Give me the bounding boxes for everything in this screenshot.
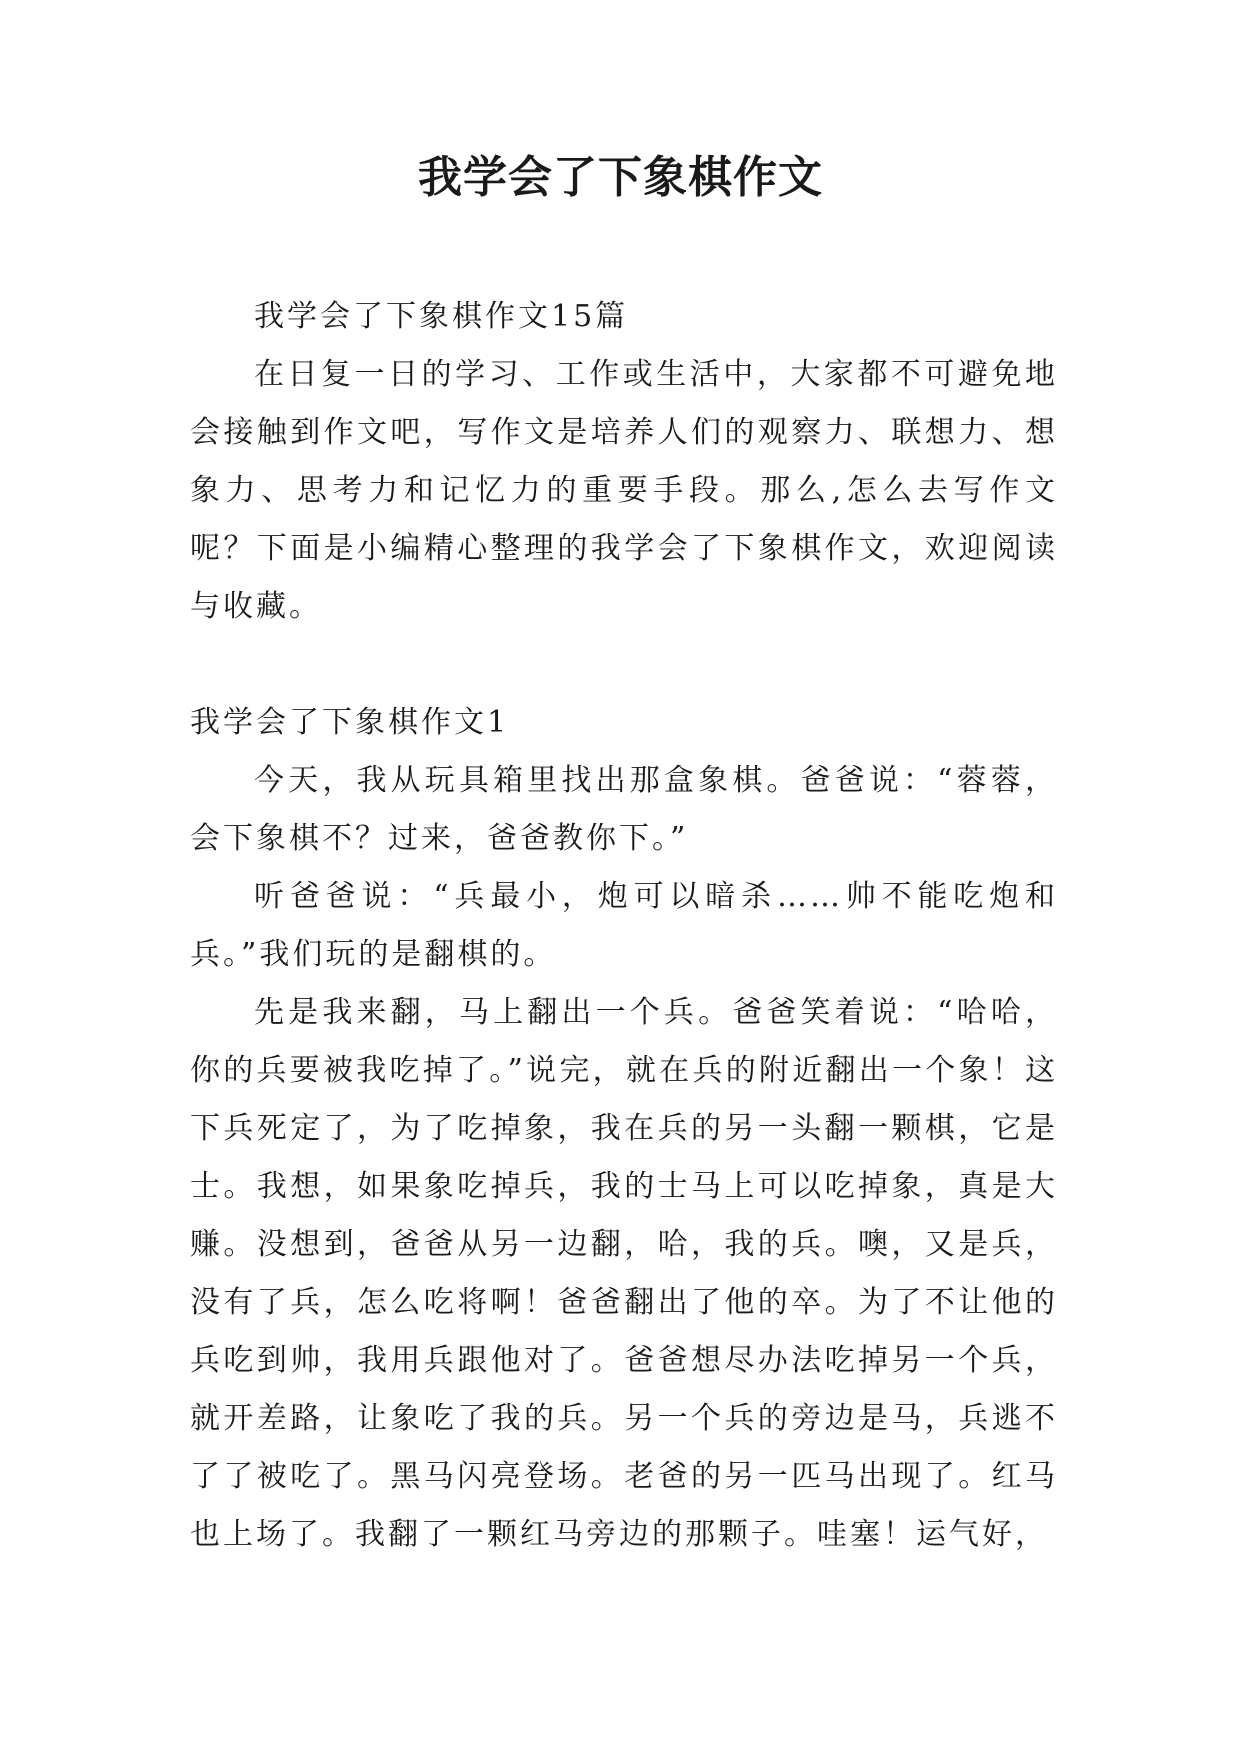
- subtitle: 我学会了下象棋作文15篇: [254, 299, 629, 334]
- body-paragraph: 先是我来翻，马上翻出一个兵。爸爸笑着说：“哈哈，你的兵要被我吃掉了。”说完，就在兵的附近翻出一个象！这下兵死定了，为了吃掉象，我在兵的另一头翻一颗棋，它是士。我想，如果象吃掉兵，我的士马上可以吃掉象，真是大赚。没想到，爸爸从另一边翻，哈，我的兵。噢，又是兵，没有了兵，怎么吃将啊！爸爸翻出了他的卒。为了不让他的兵吃到帅，我用兵跟他对了。爸爸想尽办法吃掉另一个兵，就开差路，让象吃了我的兵。另一个兵的旁边是马，兵逃不了了被吃了。黑马闪亮登场。老爸的另一匹马出现了。红马也上场了。我翻了一颗红马旁边的那颗子。哇塞！运气好，: [190, 995, 1058, 1552]
- body-paragraph: 今天，我从玩具箱里找出那盒象棋。爸爸说：“蓉蓉，会下象棋不？过来，爸爸教你下。”: [190, 763, 1058, 856]
- document-title: 我学会了下象棋作文: [418, 152, 823, 203]
- intro-paragraph: 在日复一日的学习、工作或生活中，大家都不可避免地会接触到作文吧，写作文是培养人们的观察力、联想力、想象力、思考力和记忆力的重要手段。那么,怎么去写作文呢？下面是小编精心整理的我学会了下象棋作文，欢迎阅读与收藏。: [190, 357, 1058, 624]
- section-heading: 我学会了下象棋作文1: [190, 705, 510, 740]
- section-spacer: [190, 636, 1058, 694]
- body-paragraph: 听爸爸说：“兵最小，炮可以暗杀……帅不能吃炮和兵。”我们玩的是翻棋的。: [190, 879, 1058, 972]
- document-body: [190, 288, 1058, 1564]
